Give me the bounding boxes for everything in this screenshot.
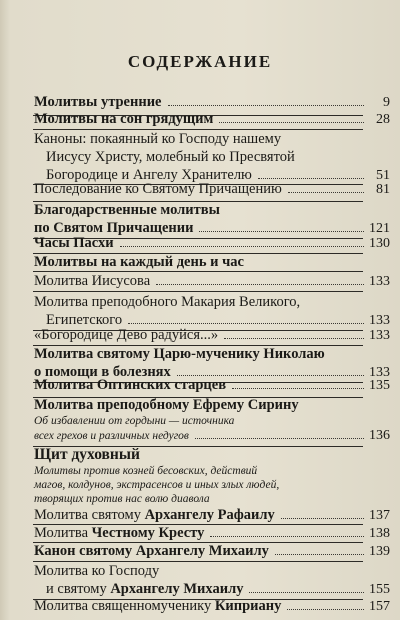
entry-title-line: о помощи в болезнях	[34, 364, 171, 380]
page-number: 133	[369, 274, 390, 289]
entry-title: Канон святому Архангелу Михаилу	[34, 543, 269, 559]
entry-subtitle: всех грехов и различных недугов	[34, 430, 189, 442]
dot-leader	[120, 246, 364, 247]
toc-entry[interactable]	[34, 180, 390, 198]
entry-title: «Богородице Дево радуйся...»	[34, 327, 219, 343]
toc-entry[interactable]	[34, 597, 390, 615]
entry-title-line: Египетского	[46, 312, 123, 328]
toc-entry[interactable]	[34, 234, 390, 252]
dot-leader	[258, 178, 364, 179]
page-number: 9	[383, 95, 390, 110]
page-number: 133	[369, 365, 390, 380]
page-number: 138	[369, 526, 390, 541]
entry-title-line: Молитва святому Царю-мученику Николаю	[34, 346, 325, 362]
entry-title: Молитва Честному Кресту	[34, 525, 205, 541]
toc-entry[interactable]	[34, 201, 390, 237]
dot-leader	[249, 592, 364, 593]
dot-leader	[281, 518, 364, 519]
entry-subtitle: Об избавлении от гордыни — источника	[34, 415, 235, 427]
entry-title: Молитвы на сон грядущим	[34, 111, 214, 127]
toc-entry[interactable]	[34, 524, 390, 542]
page-number: 121	[369, 221, 390, 236]
entry-title-line: Богородице и Ангелу Хранителю	[46, 167, 252, 183]
toc-entry[interactable]	[34, 293, 390, 329]
dot-leader	[232, 388, 364, 389]
toc-entry[interactable]	[34, 110, 390, 128]
entry-title-line: Каноны: покаянный ко Господу нашему	[34, 131, 282, 147]
entry-title: Последование ко Святому Причащению	[34, 181, 282, 197]
page-number: 133	[369, 313, 390, 328]
toc-entry[interactable]	[34, 326, 390, 344]
page-title: СОДЕРЖАНИЕ	[127, 52, 273, 71]
dot-leader	[210, 536, 364, 537]
entry-subtitle: Молитвы против козней бесовских, действий	[34, 465, 258, 477]
toc-entry[interactable]	[34, 272, 390, 290]
toc-entry[interactable]	[34, 506, 390, 524]
toc-section-heading[interactable]	[34, 446, 390, 506]
dot-leader	[156, 284, 364, 285]
page-number: 51	[376, 168, 390, 183]
entry-subtitle: творящих против нас волю диавола	[34, 493, 210, 505]
divider	[33, 291, 363, 292]
dot-leader	[287, 609, 364, 610]
page-number: 28	[376, 112, 390, 127]
dot-leader	[275, 554, 364, 555]
entry-subtitle: магов, колдунов, экстрасенсов и иных злых людей,	[34, 479, 280, 491]
entry-title-line: Молитва преподобного Макария Великого,	[34, 294, 301, 310]
toc-entry[interactable]	[34, 562, 390, 598]
dot-leader	[168, 105, 365, 106]
page-number: 136	[369, 428, 390, 443]
dot-leader	[128, 323, 364, 324]
page-number: 133	[369, 328, 390, 343]
entry-title-line: Благодарственные молитвы	[34, 202, 220, 218]
entry-title-line: и святому Архангелу Михаилу	[46, 581, 244, 597]
entry-title: Молитва священномученику Киприану	[34, 598, 282, 614]
toc-section-heading[interactable]	[34, 253, 390, 271]
entry-title: Щит духовный	[34, 446, 140, 463]
entry-title-line: по Святом Причащении	[34, 220, 194, 236]
page-number: 155	[369, 582, 390, 597]
entry-title-line: Иисусу Христу, молебный ко Пресвятой	[46, 149, 295, 165]
entry-title: Молитва преподобному Ефрему Сирину	[34, 397, 299, 413]
toc-entry[interactable]	[34, 376, 390, 394]
dot-leader	[224, 338, 364, 339]
page-number: 130	[369, 236, 390, 251]
dot-leader	[288, 192, 364, 193]
page-number: 81	[376, 182, 390, 197]
toc-entry[interactable]	[34, 542, 390, 560]
entry-title: Молитва Оптинских старцев	[34, 377, 227, 393]
page-number: 157	[369, 599, 390, 614]
dot-leader	[199, 231, 364, 232]
dot-leader	[219, 122, 364, 123]
dot-leader	[195, 438, 364, 439]
entry-title: Часы Пасхи	[34, 235, 114, 251]
entry-title: Молитва святому Архангелу Рафаилу	[34, 507, 275, 523]
toc-entry[interactable]	[34, 396, 390, 444]
page-number: 137	[369, 508, 390, 523]
page-number: 139	[369, 544, 390, 559]
entry-title-line: Молитва ко Господу	[34, 563, 160, 579]
toc-entry[interactable]	[34, 130, 390, 184]
toc-entry[interactable]	[34, 93, 390, 111]
entry-title: Молитва Иисусова	[34, 273, 151, 289]
page-number: 135	[369, 378, 390, 393]
entry-title: Молитвы на каждый день и час	[34, 254, 244, 270]
entry-title: Молитвы утренние	[34, 94, 162, 110]
